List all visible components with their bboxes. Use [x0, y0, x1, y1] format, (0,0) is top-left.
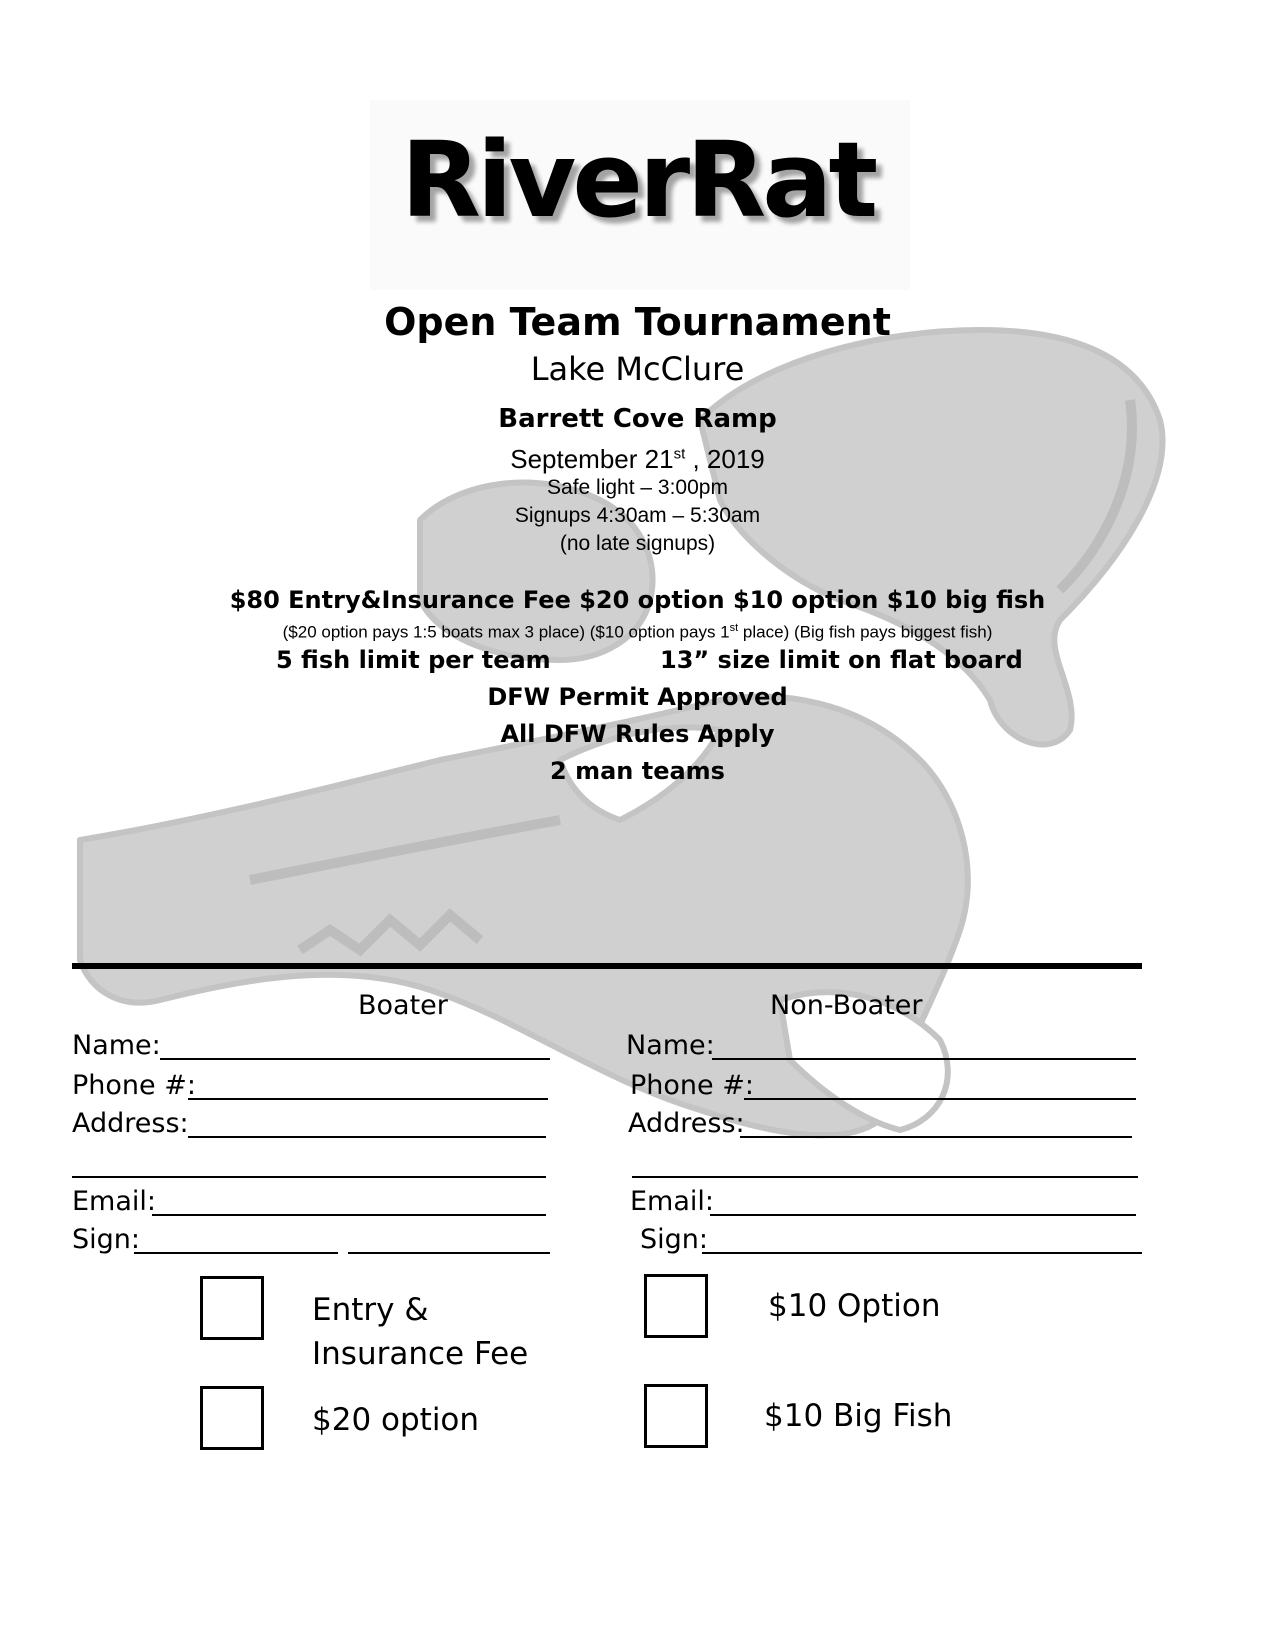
non-boater-address-field[interactable]: [740, 1136, 1132, 1138]
flyer-title: RiverRat: [400, 119, 875, 241]
event-date: September 21st , 2019: [510, 444, 765, 474]
entry-fee-checkbox[interactable]: [200, 1276, 264, 1340]
no-late-signups: (no late signups): [559, 532, 716, 555]
boater-address-line2-field[interactable]: [72, 1176, 546, 1178]
dfw-rules-note: All DFW Rules Apply: [500, 720, 775, 748]
non-boater-email-label: Email:: [630, 1186, 715, 1217]
option-10-checkbox[interactable]: [644, 1274, 708, 1338]
boater-name-label: Name:: [72, 1030, 161, 1061]
non-boater-email-field[interactable]: [710, 1214, 1136, 1216]
big-fish-label: $10 Big Fish: [764, 1398, 953, 1434]
boater-address-label: Address:: [72, 1108, 189, 1139]
boater-sign-field-2[interactable]: [348, 1252, 550, 1254]
ramp-name: Barrett Cove Ramp: [498, 404, 777, 434]
team-size-note: 2 man teams: [550, 757, 725, 785]
boater-sign-field[interactable]: [134, 1252, 338, 1254]
non-boater-name-label: Name:: [626, 1030, 715, 1061]
boater-email-label: Email:: [72, 1186, 157, 1217]
signup-time: Signups 4:30am – 5:30am: [514, 504, 761, 527]
non-boater-sign-field[interactable]: [702, 1252, 1142, 1254]
fish-limit: 5 fish limit per team: [276, 646, 551, 674]
tournament-name: Open Team Tournament: [384, 300, 891, 344]
option-20-checkbox[interactable]: [200, 1386, 264, 1450]
boater-heading: Boater: [358, 990, 448, 1021]
non-boater-sign-label: Sign:: [640, 1224, 708, 1255]
permit-note: DFW Permit Approved: [487, 683, 788, 711]
boater-sign-label: Sign:: [72, 1224, 140, 1255]
fee-summary: $80 Entry&Insurance Fee $20 option $10 option $10 big fish: [229, 586, 1046, 614]
non-boater-phone-label: Phone #:: [630, 1070, 754, 1101]
non-boater-heading: Non-Boater: [770, 990, 923, 1021]
boater-phone-field[interactable]: [188, 1098, 548, 1100]
big-fish-checkbox[interactable]: [644, 1384, 708, 1448]
non-boater-address-line2-field[interactable]: [632, 1176, 1138, 1178]
option-20-label: $20 option: [312, 1402, 480, 1438]
non-boater-name-field[interactable]: [712, 1058, 1136, 1060]
section-divider: [72, 963, 1142, 969]
boater-address-field[interactable]: [188, 1136, 546, 1138]
entry-fee-label: Entry & Insurance Fee: [312, 1292, 529, 1372]
non-boater-address-label: Address:: [628, 1108, 745, 1139]
lake-name: Lake McClure: [530, 350, 745, 388]
boater-name-field[interactable]: [160, 1058, 550, 1060]
payout-details: ($20 option pays 1:5 boats max 3 place) ($10 option pays 1st place) (Big fish pays biggest fish): [282, 622, 993, 642]
size-limit: 13” size limit on flat board: [660, 646, 1023, 674]
boater-email-field[interactable]: [152, 1214, 546, 1216]
boater-phone-label: Phone #:: [72, 1070, 196, 1101]
non-boater-phone-field[interactable]: [744, 1098, 1136, 1100]
option-10-label: $10 Option: [768, 1288, 941, 1324]
safe-light-time: Safe light – 3:00pm: [547, 476, 728, 499]
